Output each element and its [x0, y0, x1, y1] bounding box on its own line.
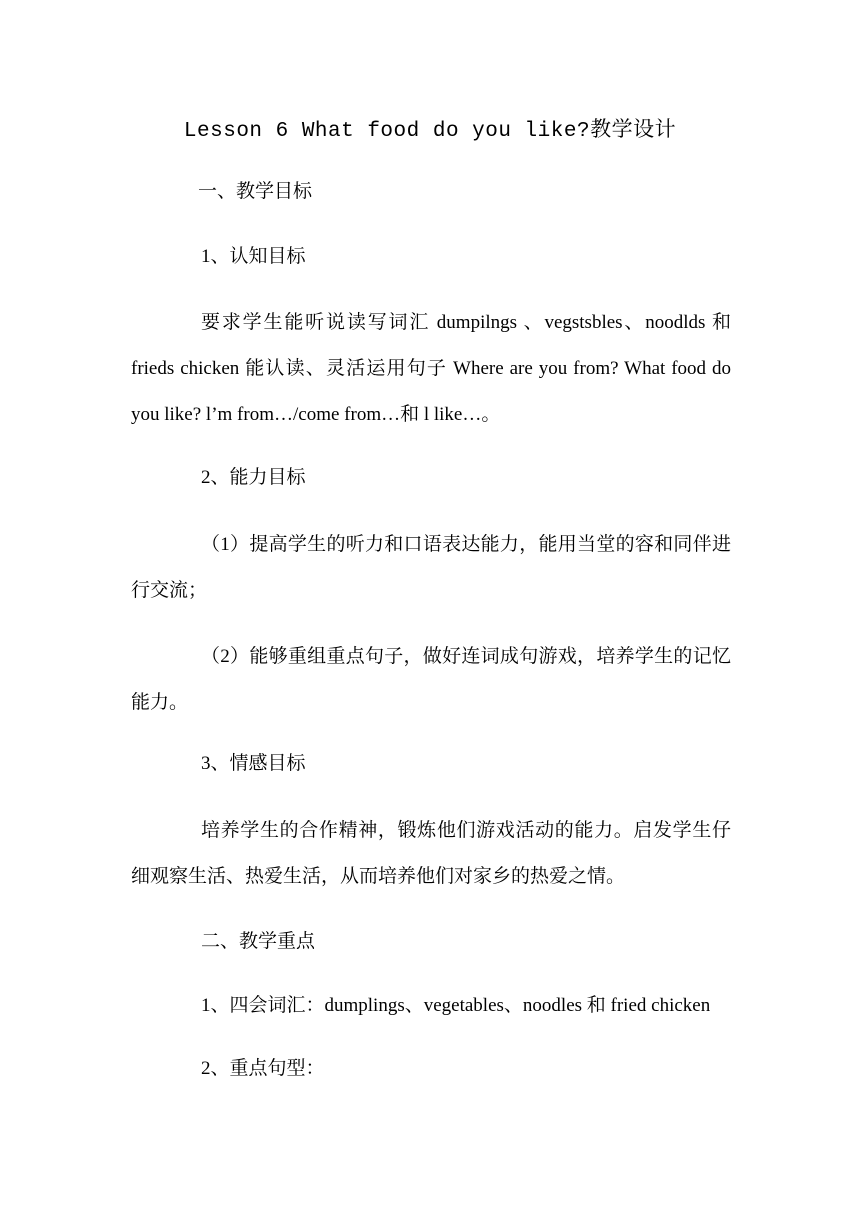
subheading-cognitive-objectives: 1、认知目标	[201, 246, 306, 267]
paragraph-emotional-objectives: 培养学生的合作精神，锻炼他们游戏活动的能力。启发学生仔细观察生活、热爱生活，从而培养他们对家乡的热爱之情。	[131, 820, 731, 887]
section-heading-teaching-objectives: 一、教学目标	[198, 181, 313, 202]
section-heading-teaching-focus: 二、教学重点	[201, 931, 316, 952]
paragraph-ability-item-1: （1）提高学生的听力和口语表达能力，能用当堂的容和同伴进行交流；	[131, 534, 731, 601]
focus-item-key-sentences: 2、重点句型：	[201, 1058, 325, 1079]
focus-item-vocabulary: 1、四会词汇：dumplings、vegetables、noodles 和 fried chicken	[201, 995, 711, 1016]
subheading-ability-objectives: 2、能力目标	[201, 467, 306, 488]
subheading-emotional-objectives: 3、情感目标	[201, 753, 306, 774]
paragraph-ability-item-2: （2）能够重组重点句子，做好连词成句游戏，培养学生的记忆能力。	[131, 646, 731, 713]
document-title: Lesson 6 What food do you like?教学设计	[183, 120, 677, 143]
paragraph-cognitive-objectives: 要求学生能听说读写词汇 dumpilngs 、vegstsbles、noodlds 和 frieds chicken 能认读、灵活运用句子 Where are you from? What food do you like? l’m from…/come from…和 l like…。	[131, 312, 731, 425]
